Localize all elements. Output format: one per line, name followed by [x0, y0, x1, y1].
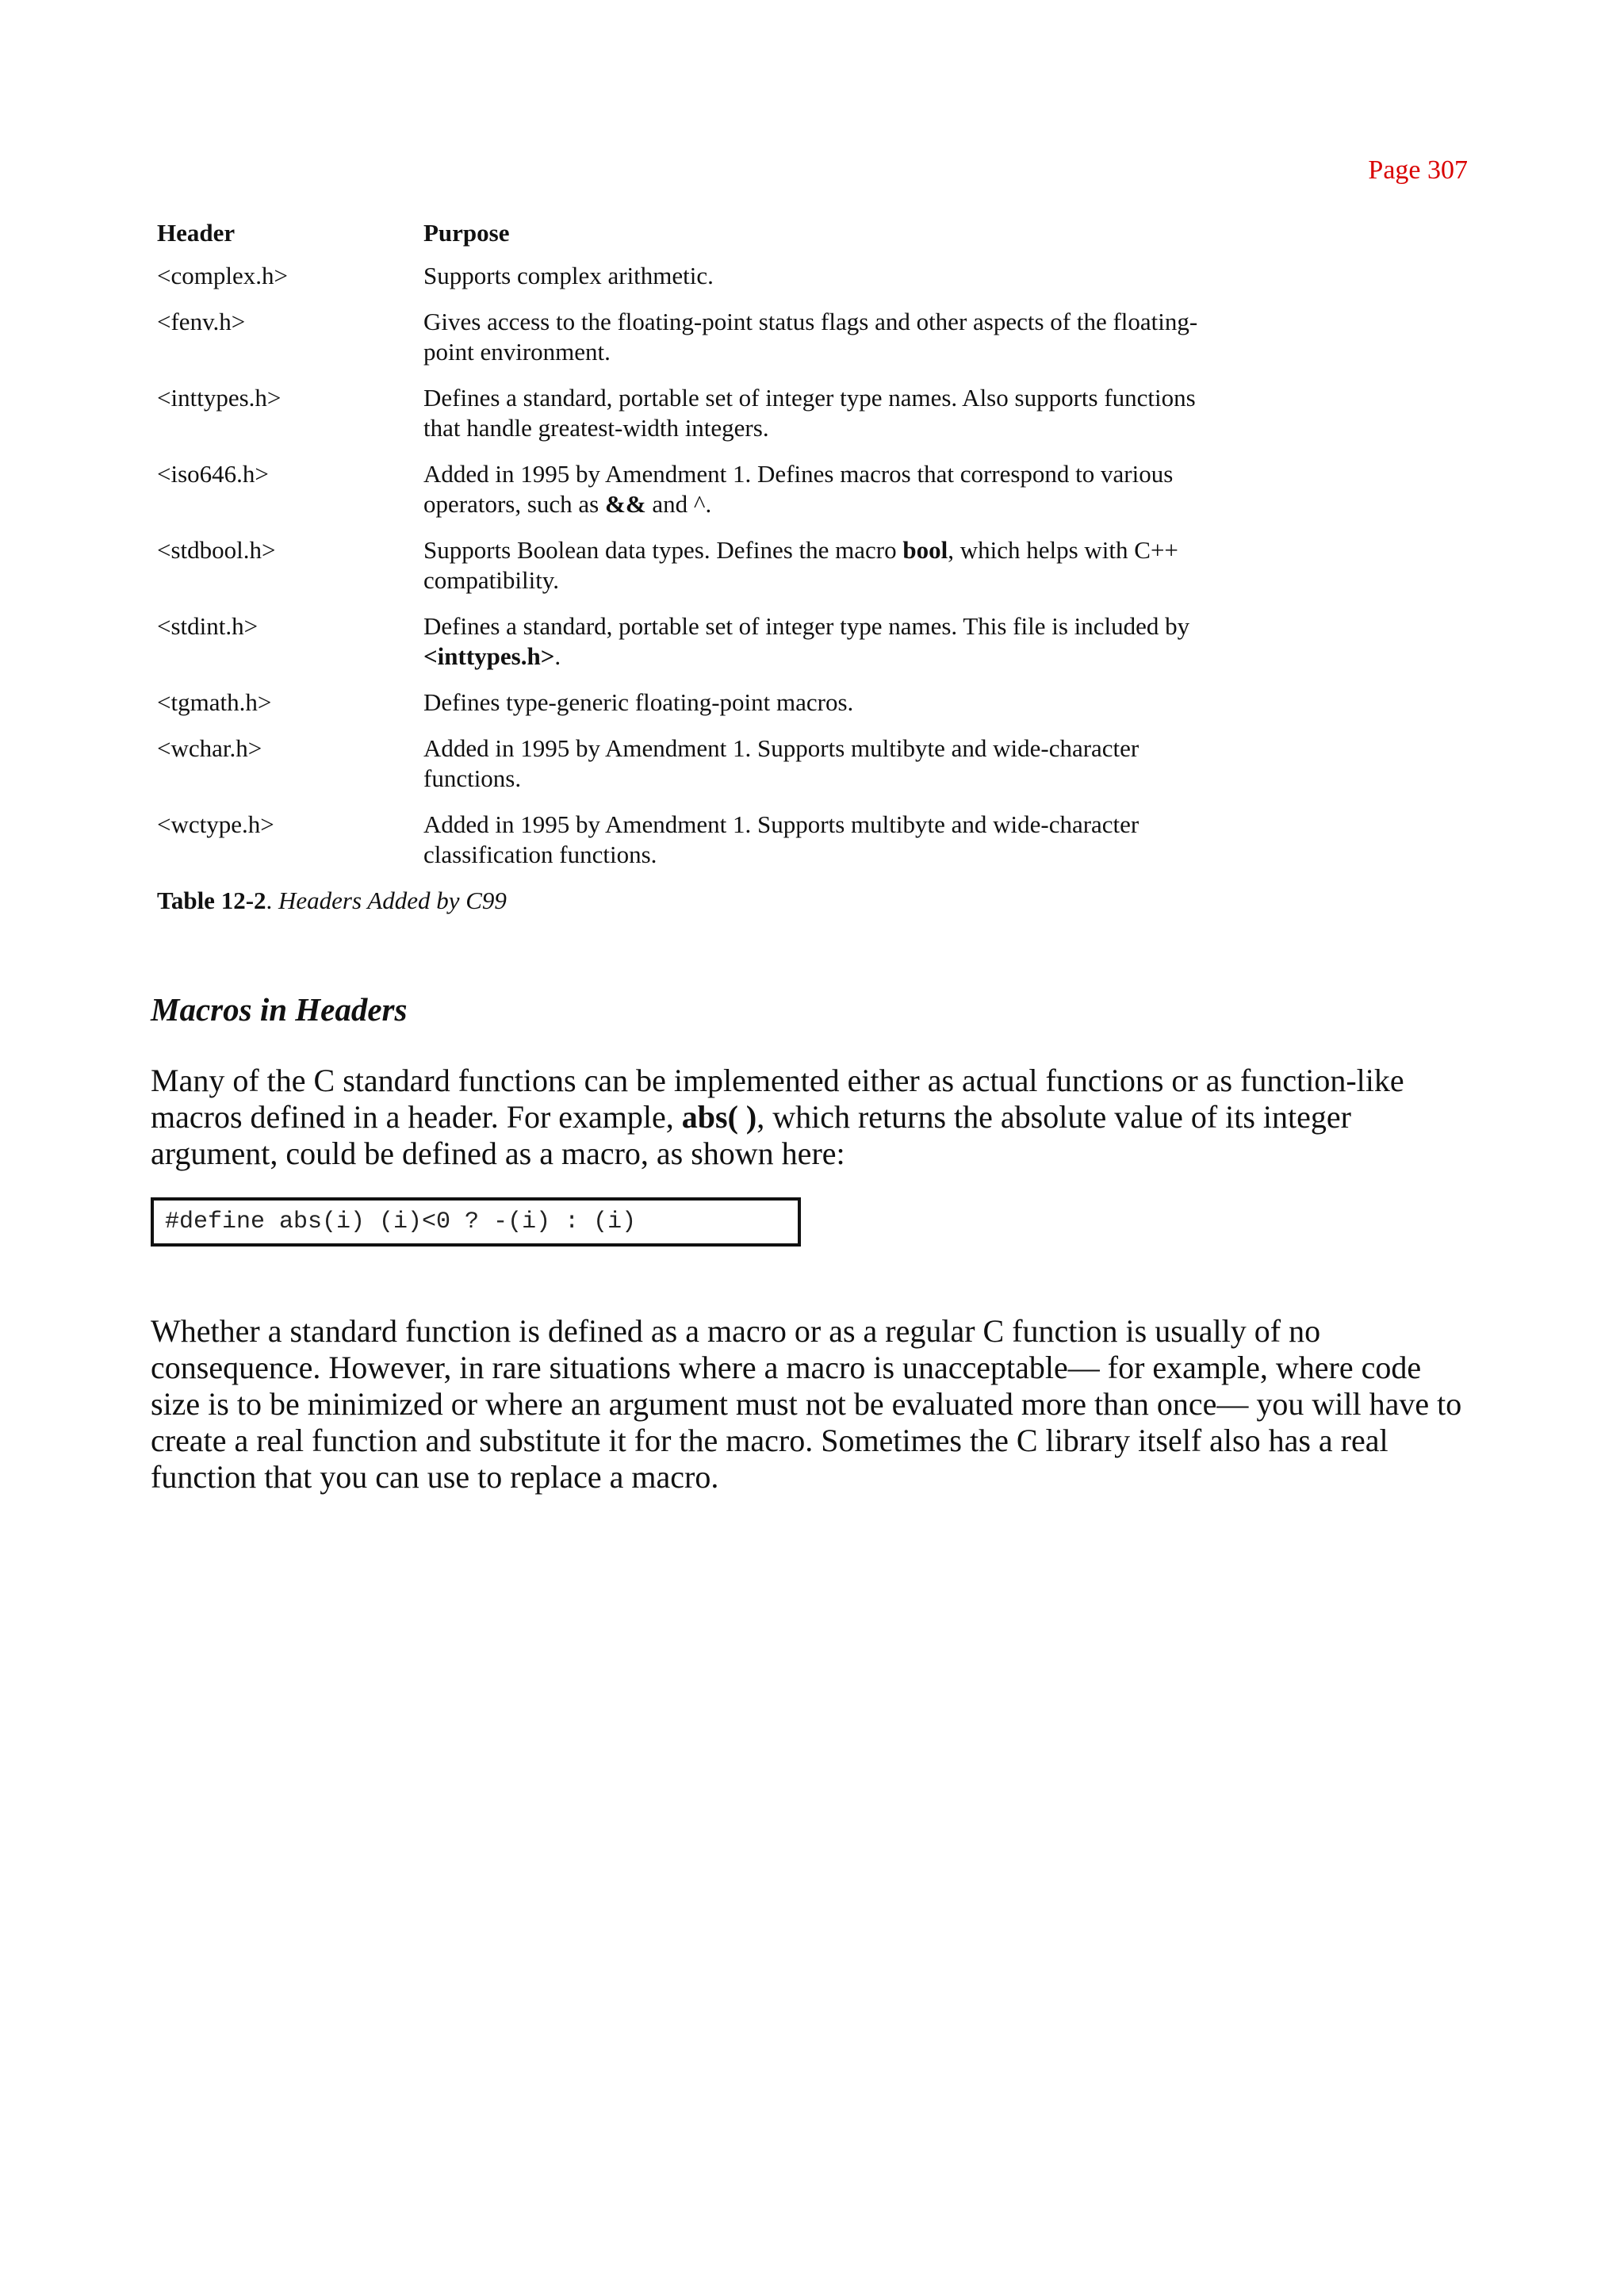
purpose-run: Defines a standard, portable set of integer type names. Also supports functions that handle greatest-width integers.	[423, 384, 1196, 442]
table-row	[157, 687, 1220, 718]
paragraph-intro-run: abs( )	[681, 1099, 757, 1135]
header-file-name: <inttypes.h>	[157, 384, 282, 412]
header-file-name: <stdint.h>	[157, 612, 259, 640]
purpose-run: Supports Boolean data types. Defines the macro	[423, 536, 903, 564]
column-header-header: Header	[157, 219, 236, 247]
table-caption-text: Headers Added by C99	[278, 887, 507, 914]
header-purpose	[423, 535, 1201, 596]
table-caption-separator: .	[266, 887, 279, 914]
purpose-run: Defines type-generic floating-point macros.	[423, 688, 854, 716]
table-row	[157, 810, 1220, 870]
paragraph-intro-run: Many of the C standard functions can be implemented either as actual functions or as function-like macros defined in a header. For example,	[151, 1063, 1404, 1135]
purpose-run: bool	[902, 536, 948, 564]
header-file-name: <tgmath.h>	[157, 688, 272, 716]
purpose-run: Gives access to the floating-point status flags and other aspects of the floating-point environment.	[423, 308, 1198, 366]
paragraph-intro	[151, 1063, 1471, 1172]
table-caption-label: Table 12-2	[157, 887, 266, 914]
header-purpose	[423, 261, 1201, 291]
header-file-name: <stdbool.h>	[157, 536, 276, 564]
purpose-run: Added in 1995 by Amendment 1. Supports multibyte and wide-character functions.	[423, 734, 1139, 792]
table-row	[157, 535, 1220, 596]
header-file-name: <wctype.h>	[157, 810, 274, 838]
header-file-name: <complex.h>	[157, 262, 288, 289]
table-row	[157, 611, 1220, 672]
table-header-row	[157, 218, 1220, 248]
code-line: #define abs(i) (i)<0 ? -(i) : (i)	[165, 1208, 637, 1235]
header-purpose	[423, 459, 1201, 519]
paragraph-explanation: Whether a standard function is defined as a macro or as a regular C function is usually of no consequence. However, in rare situations where a macro is unacceptable— for example, where code size is to be minimized or where an argument must not be evaluated more than once— you will have to create a real function and substitute it for the macro. Sometimes the C library itself also has a real function that you can use to replace a macro.	[151, 1313, 1462, 1495]
header-file-name: <wchar.h>	[157, 734, 262, 762]
table-row	[157, 459, 1220, 519]
paragraph-intro-run: , which returns the absolute value of its integer argument, could be defined as a macro, as shown here:	[151, 1099, 1351, 1171]
purpose-run: and ^.	[645, 490, 712, 518]
header-purpose	[423, 611, 1201, 672]
page-number: Page 307	[1368, 155, 1468, 185]
header-purpose	[423, 687, 1201, 718]
table-body	[157, 261, 1220, 870]
purpose-run: .	[554, 642, 561, 670]
table-caption	[157, 886, 1220, 916]
purpose-run: &&	[605, 490, 646, 518]
table-row	[157, 307, 1220, 367]
header-purpose	[423, 733, 1201, 794]
section-title: Macros in Headers	[151, 991, 408, 1028]
table-row	[157, 261, 1220, 291]
header-file-name: <iso646.h>	[157, 460, 269, 488]
purpose-run: Added in 1995 by Amendment 1. Supports multibyte and wide-character classification functions.	[423, 810, 1139, 868]
purpose-run: <inttypes.h>	[423, 642, 555, 670]
table-row	[157, 383, 1220, 443]
code-block	[151, 1197, 801, 1247]
purpose-run: , which helps with C++ compatibility.	[423, 536, 1178, 594]
header-purpose	[423, 307, 1201, 367]
header-file-name: <fenv.h>	[157, 308, 246, 335]
purpose-run: Added in 1995 by Amendment 1. Defines macros that correspond to various operators, such as	[423, 460, 1174, 518]
headers-table	[157, 218, 1220, 916]
table-row	[157, 733, 1220, 794]
purpose-run: Supports complex arithmetic.	[423, 262, 714, 289]
header-purpose	[423, 810, 1201, 870]
column-header-purpose: Purpose	[423, 219, 510, 247]
header-purpose	[423, 383, 1201, 443]
purpose-run: Defines a standard, portable set of integer type names. This file is included by	[423, 612, 1190, 640]
